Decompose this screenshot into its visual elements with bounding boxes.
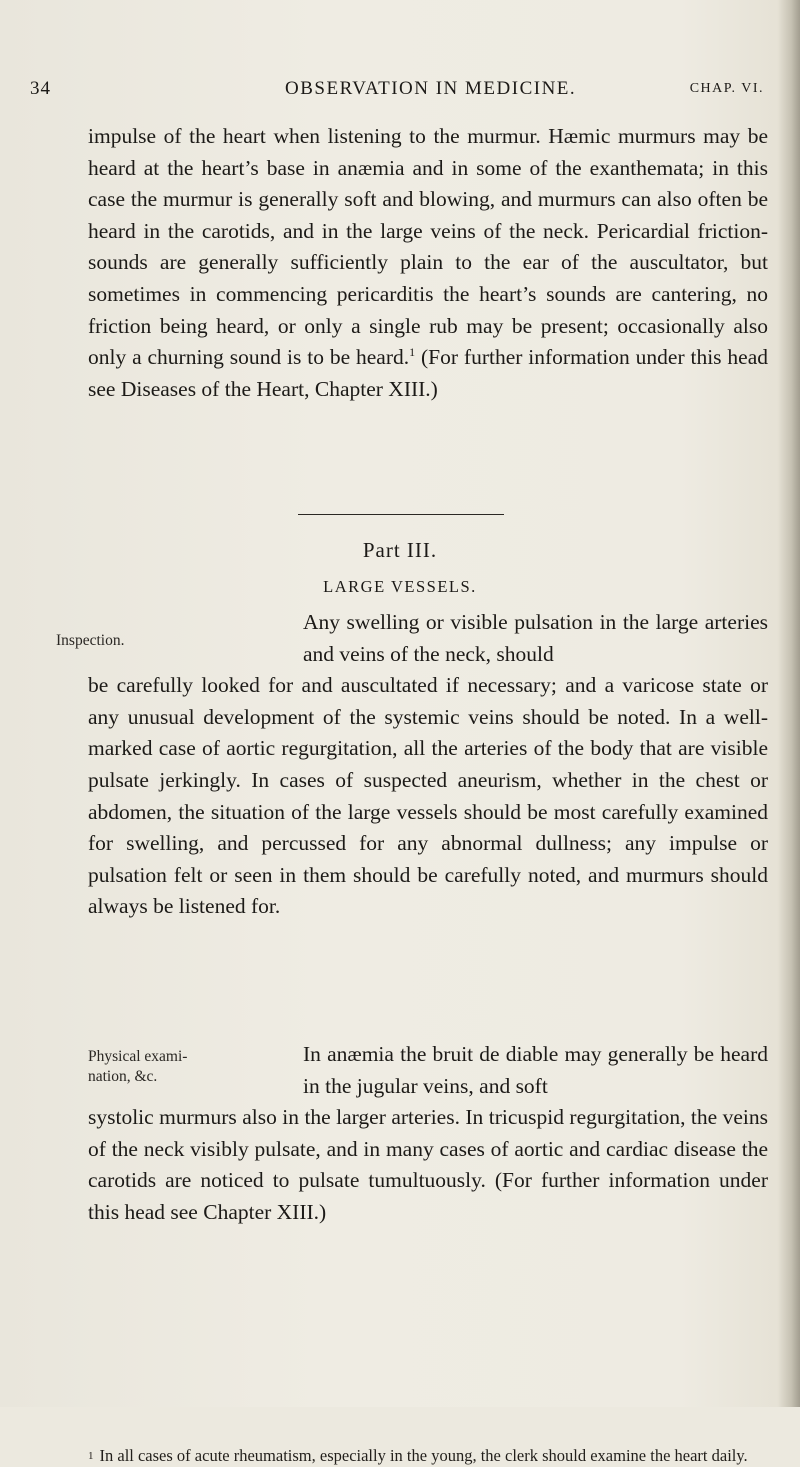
section-divider [298,514,504,515]
footnote-mark: 1 [88,1450,94,1462]
paragraph-2-lead: Any swelling or visible pulsation in the large arteries and veins of the neck, should [303,610,768,666]
paragraph-1 [88,121,768,405]
footnote [88,1445,768,1467]
margin-note-physical-line-1: Physical exami- [88,1048,188,1065]
chapter-label: CHAP. VI. [689,81,764,96]
margin-note-inspection: Inspection. [56,632,125,649]
part-title: Part III. [362,538,438,562]
margin-note-physical-line-2: nation, &c. [88,1068,158,1085]
footnote-ref: 1 [409,345,416,359]
page-number: 34 [30,78,51,99]
paragraph-3 [88,1039,768,1229]
paragraph-1-text: impulse of the heart when listening to the murmur. Hæmic murmurs may be heard at the heart’s base in anæmia and in some of the exanthemata; in this case the murmur is generally soft and blowing, and murmurs can also often be heard in the carotids, and in the large veins of the neck. Pericardial friction-sounds are generally sufficiently plain to the ear of the auscultator, but sometimes in commencing pericarditis the heart’s sounds are cantering, no friction being heard, or only a single rub may be present; occasionally also only a churning sound is to be heard. [88,124,768,370]
section-title: LARGE VESSELS. [323,577,477,596]
running-title: OBSERVATION IN MEDICINE. [285,78,577,99]
paragraph-2 [88,607,768,923]
paragraph-3-lead: In anæmia the bruit de diable may generally be heard in the jugular veins, and soft [303,1042,768,1098]
page-edge-shadow [778,0,800,1407]
paragraph-3-text: systolic murmurs also in the larger arteries. In tricuspid regurgitation, the veins of the neck visibly pulsate, and in many cases of aortic and cardiac disease the carotids are noticed to pulsate tumultuously. (For further information under this head see Chapter XIII.) [88,1105,768,1224]
paragraph-1-text-after: (For further information under this head see Diseases of the Heart, Chapter XIII.) [88,345,768,401]
page-header [30,78,770,108]
paragraph-2-text: be carefully looked for and auscultated if necessary; and a varicose state or any unusual development of the systemic veins should be noted. In a well-marked case of aortic regurgitation, all the arteries of the body that are visible pulsate jerkingly. In cases of suspected aneurism, whether in the chest or abdomen, the situation of the large vessels should be most carefully examined for swelling, and percussed for any abnormal dullness; any impulse or pulsation felt or seen in them should be carefully noted, and murmurs should always be listened for. [88,673,768,919]
footnote-text: In all cases of acute rheumatism, especially in the young, the clerk should examine the heart daily. [99,1446,748,1465]
